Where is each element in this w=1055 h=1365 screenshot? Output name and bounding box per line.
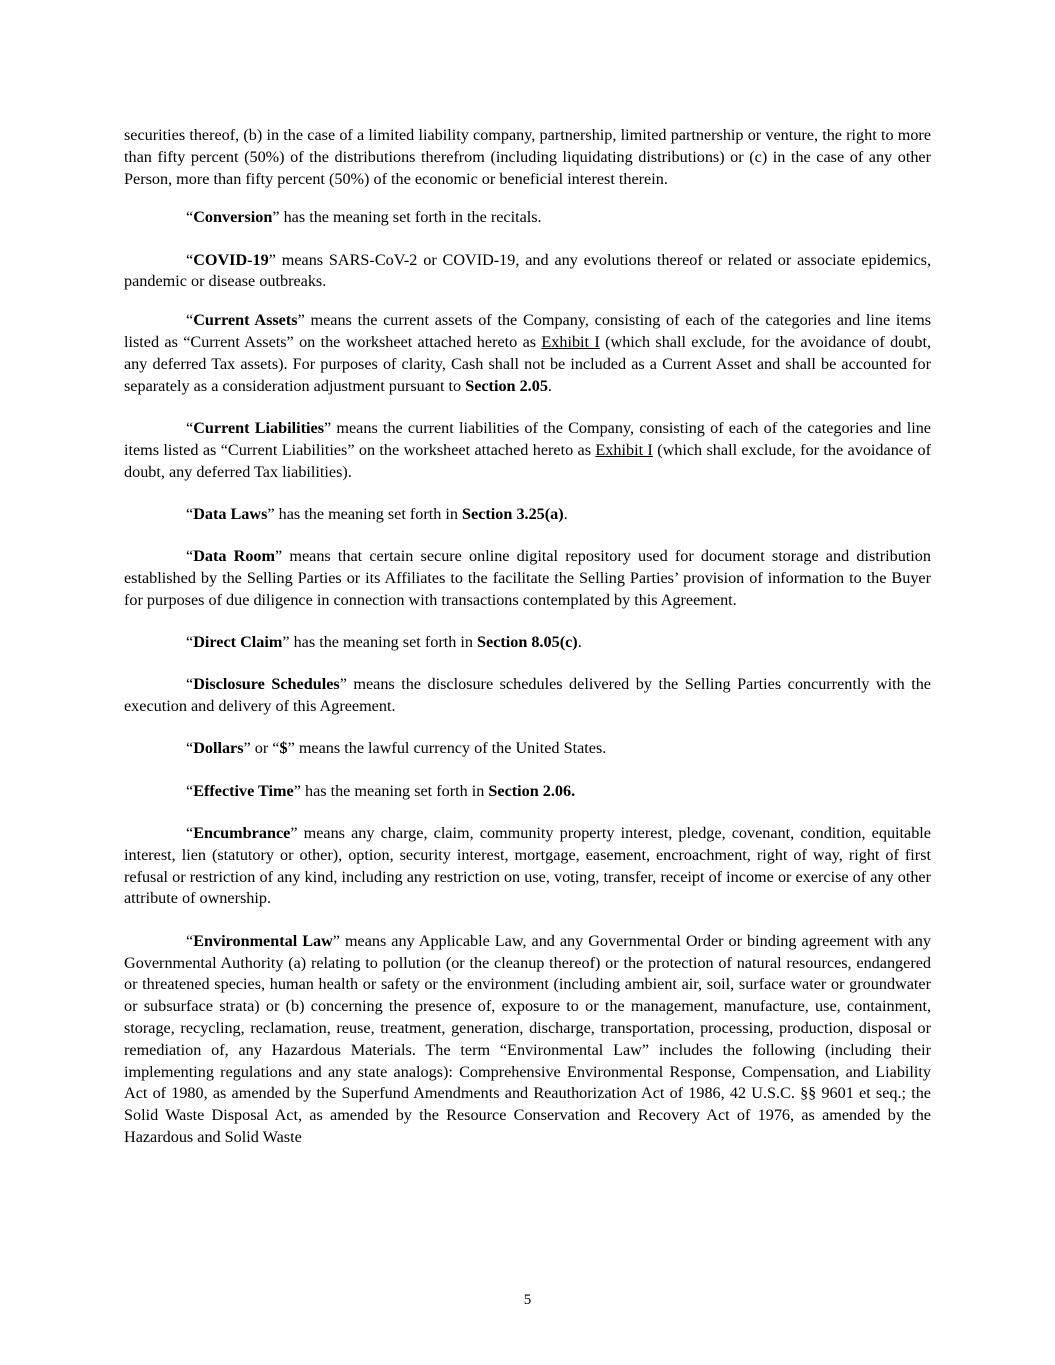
definition-dollars: “Dollars” or “$” means the lawful currency of the United States. [186, 739, 607, 758]
definition-text: has the meaning set forth in [274, 504, 463, 523]
definition-disclosure-schedules: “Disclosure Schedules” means the disclosure schedules delivered by the Selling Parties concurrently with the execution and delivery of this Agreement. [124, 675, 931, 716]
document-page [124, 125, 931, 1169]
definition-effective-time: “Effective Time” has the meaning set forth in Section 2.06. [186, 781, 576, 800]
exhibit-reference: Exhibit I [595, 440, 653, 459]
defined-term: Dollars [193, 739, 244, 758]
defined-term: Environmental Law [193, 931, 333, 950]
section-reference: Section 3.25(a) [462, 504, 564, 523]
definition-text: (which shall exclude, for the avoidance of doubt, any deferred Tax assets). For purposes of clarity, Cash shall not be included as a Current Asset and shall be accounted for separately as a consideration adjustment pursuant to [124, 333, 931, 395]
defined-term: Current Liabilities [193, 418, 324, 437]
definition-end: . [563, 504, 568, 523]
continuation-paragraph [124, 125, 931, 190]
section-reference: Section 8.05(c) [477, 633, 578, 652]
definition-direct-claim: “Direct Claim” has the meaning set forth in Section 8.05(c). [186, 633, 582, 652]
defined-term: Data Room [193, 547, 275, 566]
definition-environmental-law: “Environmental Law” means any Applicable Law, and any Governmental Order or binding agreement with any Governmental Authority (a) relating to pollution (or the cleanup thereof) or the protection of natural resources, endangered or threatened species, human health or safety or the environment (including ambient air, soil, surface water or groundwater or subsurface strata) or (b) concerning the presence of, exposure to or the management, manufacture, use, containment, storage, recycling, reclamation, reuse, treatment, generation, discharge, transportation, processing, production, disposal or remediation of, any Hazardous Materials. The term “Environmental Law” includes the following (including their implementing regulations and any state analogs): Comprehensive Environmental Response, Compensation, and Liability Act of 1980, as amended by the Superfund Amendments and Reauthorization Act of 1986, 42 U.S.C. §§ 9601 et seq.; the Solid Waste Disposal Act, as amended by the Resource Conservation and Recovery Act of 1976, as amended by the Hazardous and Solid Waste [124, 931, 931, 1146]
defined-term: Data Laws [193, 504, 268, 523]
section-reference: Section 2.06. [488, 781, 576, 800]
definition-text: has the meaning set forth in the recitals. [279, 208, 542, 227]
definition-text: means the current liabilities of the Company, consisting of each of the categories and line items listed as “Current Liabilities” on the worksheet attached hereto as [124, 418, 931, 459]
defined-term: Effective Time [193, 781, 294, 800]
continuation-text: securities thereof, (b) in the case of a limited liability company, partnership, limited partnership or venture, the right to more than fifty percent (50%) of the distributions therefrom (including liquidating distributions) or (c) in the case of any other Person, more than fifty percent (50%) of the economic or beneficial interest therein. [124, 126, 931, 188]
definition-connector: ” or “ [243, 739, 280, 758]
definition-covid-19: “COVID-19” means SARS-CoV-2 or COVID-19, and any evolutions thereof or related or associate epidemics, pandemic or disease outbreaks. [124, 250, 931, 291]
definition-current-liabilities: “Current Liabilities” means the current liabilities of the Company, consisting of each of the categories and line items listed as “Current Liabilities” on the worksheet attached hereto as Exhibit I (which shall exclude, for the avoidance of doubt, any deferred Tax liabilities). [124, 418, 932, 481]
definition-end: . [547, 376, 552, 395]
definition-text: means the current assets of the Company, consisting of each of the categories and line items listed as “Current Assets” on the worksheet attached hereto as [124, 311, 931, 352]
defined-term: COVID-19 [193, 250, 269, 269]
definition-text: means the lawful currency of the United States. [294, 739, 607, 758]
defined-term: Direct Claim [193, 633, 283, 652]
page-number: 5 [523, 1292, 532, 1308]
definition-text: means any charge, claim, community property interest, pledge, covenant, condition, equitable interest, lien (statutory or other), option, security interest, mortgage, easement, encroachment, right of way, right of first refusal or restriction of any kind, including any restriction on use, voting, transfer, receipt of income or exercise of any other attribute of ownership. [124, 824, 931, 908]
definition-data-laws: “Data Laws” has the meaning set forth in Section 3.25(a). [186, 504, 568, 523]
exhibit-reference: Exhibit I [541, 333, 600, 352]
definition-end: . [577, 633, 582, 652]
definition-text: (which shall exclude, for the avoidance of doubt, any deferred Tax liabilities). [124, 440, 932, 481]
definition-conversion: “Conversion” has the meaning set forth in the recitals. [186, 208, 542, 227]
defined-term-symbol: $ [279, 739, 288, 758]
definition-data-room: “Data Room” means that certain secure online digital repository used for document storage and distribution established by the Selling Parties or its Affiliates to the facilitate the Selling Parties’ provision of information to the Buyer for purposes of due diligence in connection with transactions contemplated by this Agreement. [124, 547, 931, 609]
definition-text: means any Applicable Law, and any Governmental Order or binding agreement with any Governmental Authority (a) relating to pollution (or the cleanup thereof) or the protection of natural resources, endangered or threatened species, human health or safety or the environment (including ambient air, soil, surface water or groundwater or subsurface strata) or (b) concerning the presence of, exposure to or the management, manufacture, use, containment, storage, recycling, reclamation, reuse, treatment, generation, discharge, transportation, processing, production, disposal or remediation of, any Hazardous Materials. The term “Environmental Law” includes the following (including their implementing regulations and any state analogs): Comprehensive Environmental Response, Compensation, and Liability Act of 1980, as amended by the Superfund Amendments and Reauthorization Act of 1986, 42 U.S.C. §§ 9601 et seq.; the Solid Waste Disposal Act, as amended by the Resource Conservation and Recovery Act of 1976, as amended by the Hazardous and Solid Waste [124, 931, 931, 1146]
defined-term: Encumbrance [193, 824, 291, 843]
definition-current-assets: “Current Assets” means the current assets of the Company, consisting of each of the categories and line items listed as “Current Assets” on the worksheet attached hereto as Exhibit I (which shall exclude, for the avoidance of doubt, any deferred Tax assets). For purposes of clarity, Cash shall not be included as a Current Asset and shall be accounted for separately as a consideration adjustment pursuant to Section 2.05. [124, 311, 931, 395]
definition-text: means SARS-CoV-2 or COVID-19, and any evolutions thereof or related or associate epidemics, pandemic or disease outbreaks. [124, 250, 931, 291]
defined-term: Disclosure Schedules [193, 675, 340, 694]
definition-text: means the disclosure schedules delivered by the Selling Parties concurrently with the execution and delivery of this Agreement. [124, 675, 931, 716]
defined-term: Current Assets [193, 311, 298, 330]
definition-text: has the meaning set forth in [300, 781, 489, 800]
defined-term: Conversion [193, 208, 273, 227]
definition-text: means that certain secure online digital repository used for document storage and distribution established by the Selling Parties or its Affiliates to the facilitate the Selling Parties’ provision of information to the Buyer for purposes of due diligence in connection with transactions contemplated by this Agreement. [124, 547, 931, 609]
definition-encumbrance: “Encumbrance” means any charge, claim, community property interest, pledge, covenant, condition, equitable interest, lien (statutory or other), option, security interest, mortgage, easement, encroachment, right of way, right of first refusal or restriction of any kind, including any restriction on use, voting, transfer, receipt of income or exercise of any other attribute of ownership. [124, 824, 931, 908]
section-reference: Section 2.05 [465, 376, 548, 395]
definition-text: has the meaning set forth in [289, 633, 477, 652]
